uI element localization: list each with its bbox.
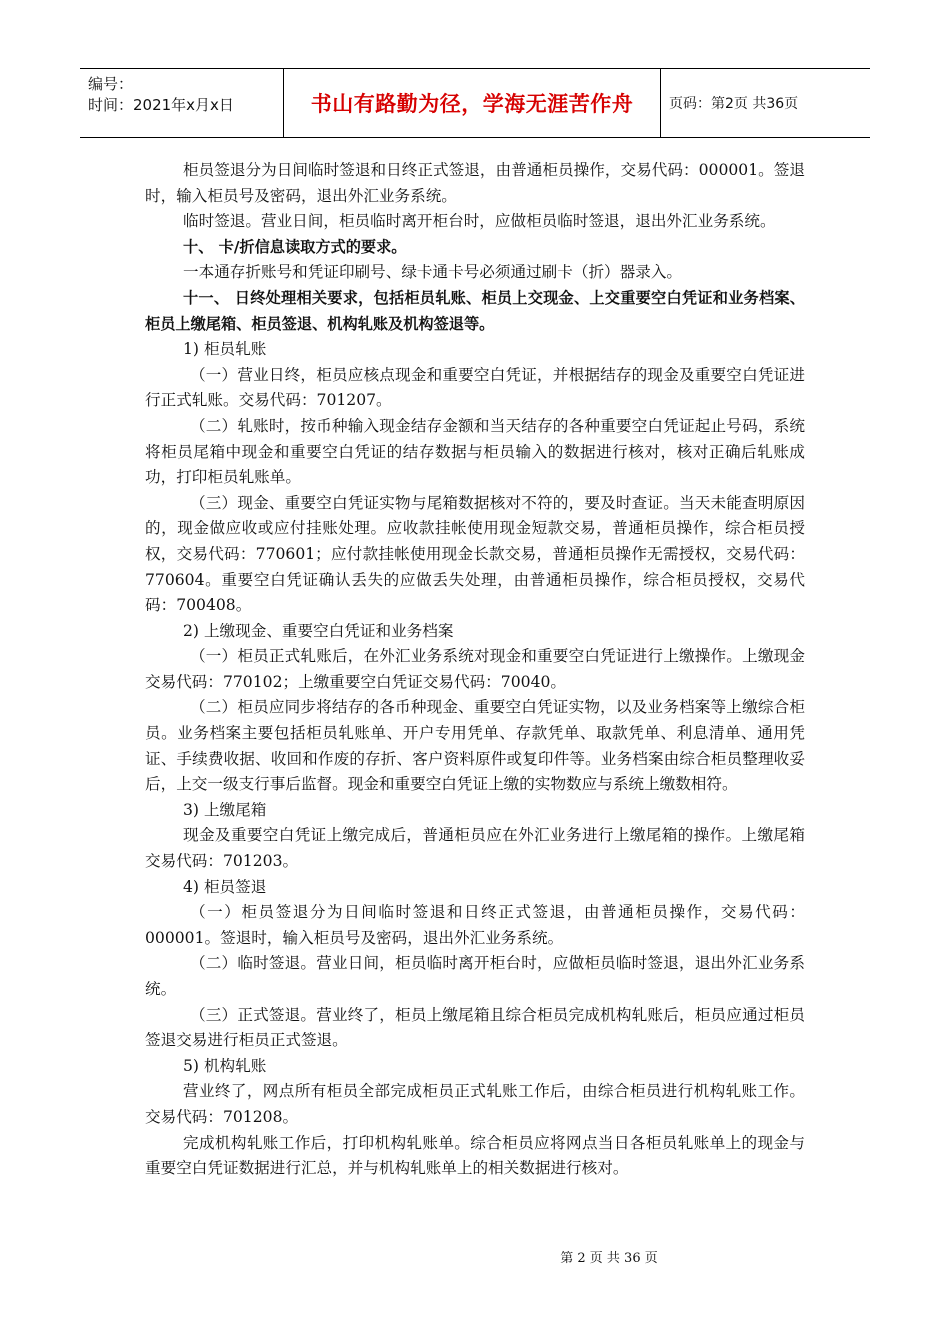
- subsection-heading: 3) 上缴尾箱: [183, 800, 267, 819]
- paragraph: 营业终了，网点所有柜员全部完成柜员正式轧账工作后，由综合柜员进行机构轧账工作。交易代码：701208。: [145, 1082, 805, 1126]
- header-motto: 书山有路勤为径，学海无涯苦作舟: [284, 69, 661, 137]
- paragraph: （三）正式签退。营业终了，柜员上缴尾箱且综合柜员完成机构轧账后，柜员应通过柜员签退交易进行柜员正式签退。: [145, 1005, 805, 1050]
- paragraph: （三）现金、重要空白凭证实物与尾箱数据核对不符的，要及时查证。当天未能查明原因的，现金做应收或应付挂账处理。应收款挂帐使用现金短款交易，普通柜员操作，综合柜员授权，交易代码：770601；应付款挂帐使用现金长款交易，普通柜员操作无需授权，交易代码：770604。重要空白凭证确认丢失的应做丢失处理，由普通柜员操作，综合柜员授权，交易代码：700408。: [145, 493, 805, 615]
- paragraph: （一）柜员正式轧账后，在外汇业务系统对现金和重要空白凭证进行上缴操作。上缴现金交易代码：770102；上缴重要空白凭证交易代码：70040。: [145, 647, 805, 691]
- paragraph: 柜员签退分为日间临时签退和日终正式签退，由普通柜员操作，交易代码：000001。签退时，输入柜员号及密码，退出外汇业务系统。: [145, 161, 805, 205]
- section-heading: 十、 卡/折信息读取方式的要求。: [183, 237, 407, 256]
- page-header: [80, 68, 870, 138]
- subsection-heading: 4) 柜员签退: [183, 877, 267, 896]
- paragraph: （二）柜员应同步将结存的各币种现金、重要空白凭证实物，以及业务档案等上缴综合柜员。业务档案主要包括柜员轧账单、开户专用凭单、存款凭单、取款凭单、利息清单、通用凭证、手续费收据、收回和作废的存折、客户资料原件或复印件等。业务档案由综合柜员整理收妥后，上交一级支行事后监督。现金和重要空白凭证上缴的实物数应与系统上缴数相符。: [145, 698, 805, 794]
- paragraph: （二）轧账时，按币种输入现金结存金额和当天结存的各种重要空白凭证起止号码，系统将柜员尾箱中现金和重要空白凭证的结存数据与柜员输入的数据进行核对，核对正确后轧账成功，打印柜员轧账单。: [145, 416, 805, 487]
- document-body: [145, 158, 805, 1182]
- paragraph: 临时签退。营业日间，柜员临时离开柜台时，应做柜员临时签退，退出外汇业务系统。: [183, 212, 776, 231]
- footer-page-number: 第 2 页 共 36 页: [560, 1251, 658, 1266]
- paragraph: 一本通存折账号和凭证印刷号、绿卡通卡号必须通过刷卡（折）器录入。: [183, 263, 683, 282]
- subsection-heading: 1) 柜员轧账: [183, 340, 267, 359]
- number-label: 编号：: [88, 75, 134, 93]
- subsection-heading: 5) 机构轧账: [183, 1056, 267, 1075]
- page-footer: [0, 1247, 950, 1266]
- subsection-heading: 2) 上缴现金、重要空白凭证和业务档案: [183, 621, 454, 640]
- header-meta: [80, 69, 284, 137]
- section-heading: 十一、 日终处理相关要求，包括柜员轧账、柜员上交现金、上交重要空白凭证和业务档案、柜员上缴尾箱、柜员签退、机构轧账及机构签退等。: [145, 288, 805, 333]
- paragraph: （一）营业日终，柜员应核点现金和重要空白凭证，并根据结存的现金及重要空白凭证进行正式轧账。交易代码：701207。: [145, 365, 805, 410]
- header-page-info: 页码：第2页 共36页: [669, 96, 799, 112]
- time-label: 时间：2021年x月x日: [88, 96, 234, 114]
- paragraph: 完成机构轧账工作后，打印机构轧账单。综合柜员应将网点当日各柜员轧账单上的现金与重要空白凭证数据进行汇总，并与机构轧账单上的相关数据进行核对。: [145, 1133, 805, 1178]
- paragraph: 现金及重要空白凭证上缴完成后，普通柜员应在外汇业务进行上缴尾箱的操作。上缴尾箱交易代码：701203。: [145, 826, 805, 871]
- paragraph: （一）柜员签退分为日间临时签退和日终正式签退，由普通柜员操作，交易代码：000001。签退时，输入柜员号及密码，退出外汇业务系统。: [145, 903, 805, 947]
- paragraph: （二）临时签退。营业日间，柜员临时离开柜台时，应做柜员临时签退，退出外汇业务系统。: [145, 954, 805, 998]
